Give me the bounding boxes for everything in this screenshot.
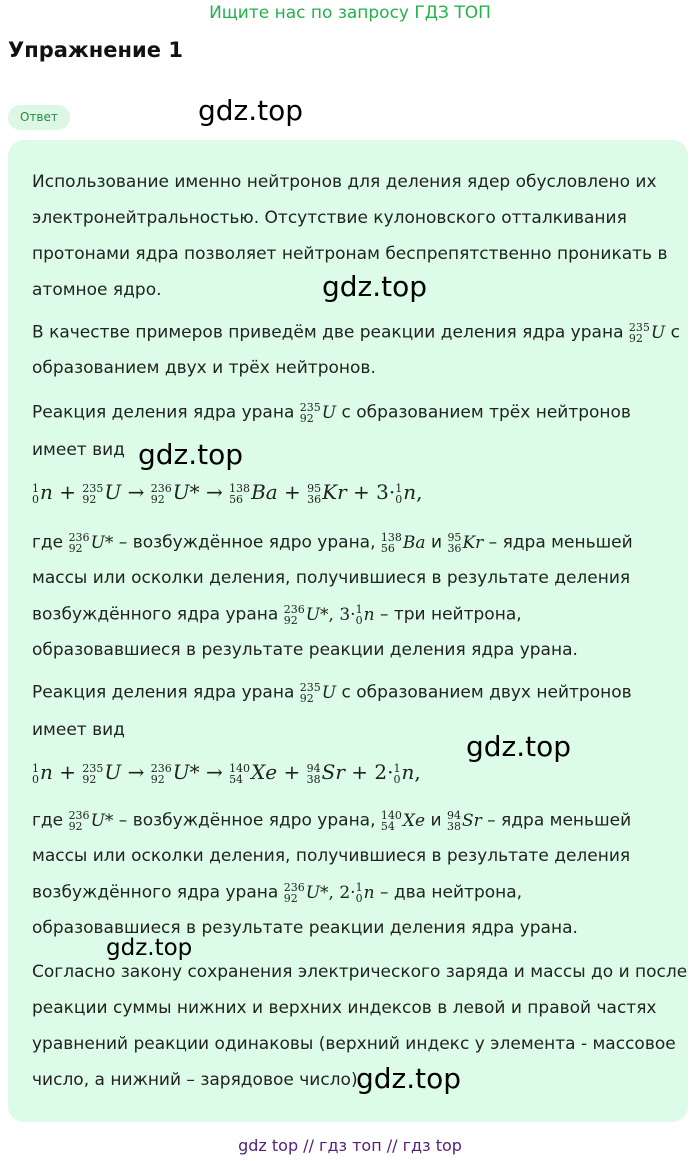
- text-segment: и: [430, 532, 443, 553]
- equation-two-neutrons: 1 0 n + 235 92 U → 236 92 U* → 140 54 Xe + 94 38 Sr + 2· 1 0 n,: [32, 760, 421, 786]
- equation-three-neutrons: 1 0 n + 235 92 U → 236 92 U* → 138 56 Ba + 95 36 Kr + 3· 1 0 n,: [32, 480, 423, 506]
- watermark: gdz.top: [198, 94, 304, 127]
- nuclide-u236: 236 92 U*, 3· 1 0 n: [283, 603, 375, 627]
- watermark: gdz.top: [356, 1062, 462, 1095]
- text-segment: – ядра меньшей: [488, 532, 633, 553]
- nuclide-u236: 236 92 U*, 2· 1 0 n: [283, 881, 375, 905]
- nuclide-u235: 235 92 U: [299, 401, 337, 425]
- text-line: протонами ядра позволяет нейтронам беспрепятственно проникать в: [32, 244, 668, 264]
- text-line: [32, 604, 522, 626]
- text-segment: – ядра меньшей: [487, 810, 632, 831]
- text-segment: с: [670, 322, 680, 343]
- text-line: имеет вид: [32, 720, 125, 740]
- text-segment: возбуждённого ядра урана: [32, 604, 279, 625]
- text-segment: с образованием трёх нейтронов: [341, 402, 631, 423]
- text-line: Согласно закону сохранения электрического заряда и массы до и после: [32, 962, 688, 982]
- text-segment: Реакция деления ядра урана: [32, 682, 295, 703]
- nuclide-xe: 140 54 Xe: [380, 809, 426, 833]
- nuclide-sr: 94 38 Sr: [446, 809, 482, 833]
- text-segment: – три нейтрона,: [379, 604, 522, 625]
- text-line: имеет вид: [32, 440, 125, 460]
- text-segment: В качестве примеров приведём две реакции деления ядра урана: [32, 322, 624, 343]
- watermark: gdz.top: [322, 270, 428, 303]
- text-segment: – два нейтрона,: [379, 882, 523, 903]
- top-banner[interactable]: Ищите нас по запросу ГДЗ ТОП: [209, 3, 491, 23]
- text-line: реакции суммы нижних и верхних индексов в левой и правой частях: [32, 998, 657, 1018]
- watermark: gdz.top: [138, 438, 244, 471]
- text-line: образовавшиеся в результате реакции деления ядра урана.: [32, 640, 578, 660]
- text-segment: и: [430, 810, 442, 831]
- text-segment: возбуждённого ядра урана: [32, 882, 279, 903]
- text-line: число, а нижний – зарядовое число).: [32, 1070, 363, 1090]
- text-line: образовавшиеся в результате реакции деления ядра урана.: [32, 918, 578, 938]
- text-line: [32, 682, 632, 704]
- nuclide-u236: 236 92 U*: [68, 809, 114, 833]
- text-line: [32, 810, 631, 832]
- text-segment: с образованием двух нейтронов: [341, 682, 632, 703]
- footer-links[interactable]: gdz top // гдз топ // гдз top: [238, 1136, 462, 1155]
- text-line: массы или осколки деления, получившиеся в результате деления: [32, 846, 631, 866]
- text-line: уравнений реакции одинаковы (верхний индекс у элемента - массовое: [32, 1034, 676, 1054]
- text-line: Использование именно нейтронов для деления ядер обусловлено их: [32, 172, 657, 192]
- text-line: образованием двух и трёх нейтронов.: [32, 358, 376, 378]
- nuclide-kr: 95 36 Kr: [447, 531, 484, 555]
- text-line: [32, 882, 522, 904]
- text-line: массы или осколки деления, получившиеся в результате деления: [32, 568, 631, 588]
- text-line: [32, 322, 680, 344]
- text-segment: где: [32, 810, 64, 831]
- text-line: [32, 402, 631, 424]
- page-title: Упражнение 1: [8, 38, 183, 62]
- nuclide-u236: 236 92 U*: [68, 531, 114, 555]
- text-segment: Реакция деления ядра урана: [32, 402, 295, 423]
- watermark: gdz.top: [466, 730, 572, 763]
- nuclide-u235: 235 92 U: [299, 681, 337, 705]
- watermark: gdz.top: [106, 935, 193, 961]
- text-line: атомное ядро.: [32, 280, 162, 300]
- text-segment: – возбуждённое ядро урана,: [118, 532, 376, 553]
- nuclide-ba: 138 56 Ba: [380, 531, 426, 555]
- answer-badge[interactable]: Ответ: [8, 105, 70, 130]
- text-line: [32, 532, 633, 554]
- text-segment: где: [32, 532, 64, 553]
- nuclide-u235: 235 92 U: [628, 321, 666, 345]
- text-segment: – возбуждённое ядро урана,: [118, 810, 376, 831]
- text-line: электронейтральностью. Отсутствие кулоновского отталкивания: [32, 208, 627, 228]
